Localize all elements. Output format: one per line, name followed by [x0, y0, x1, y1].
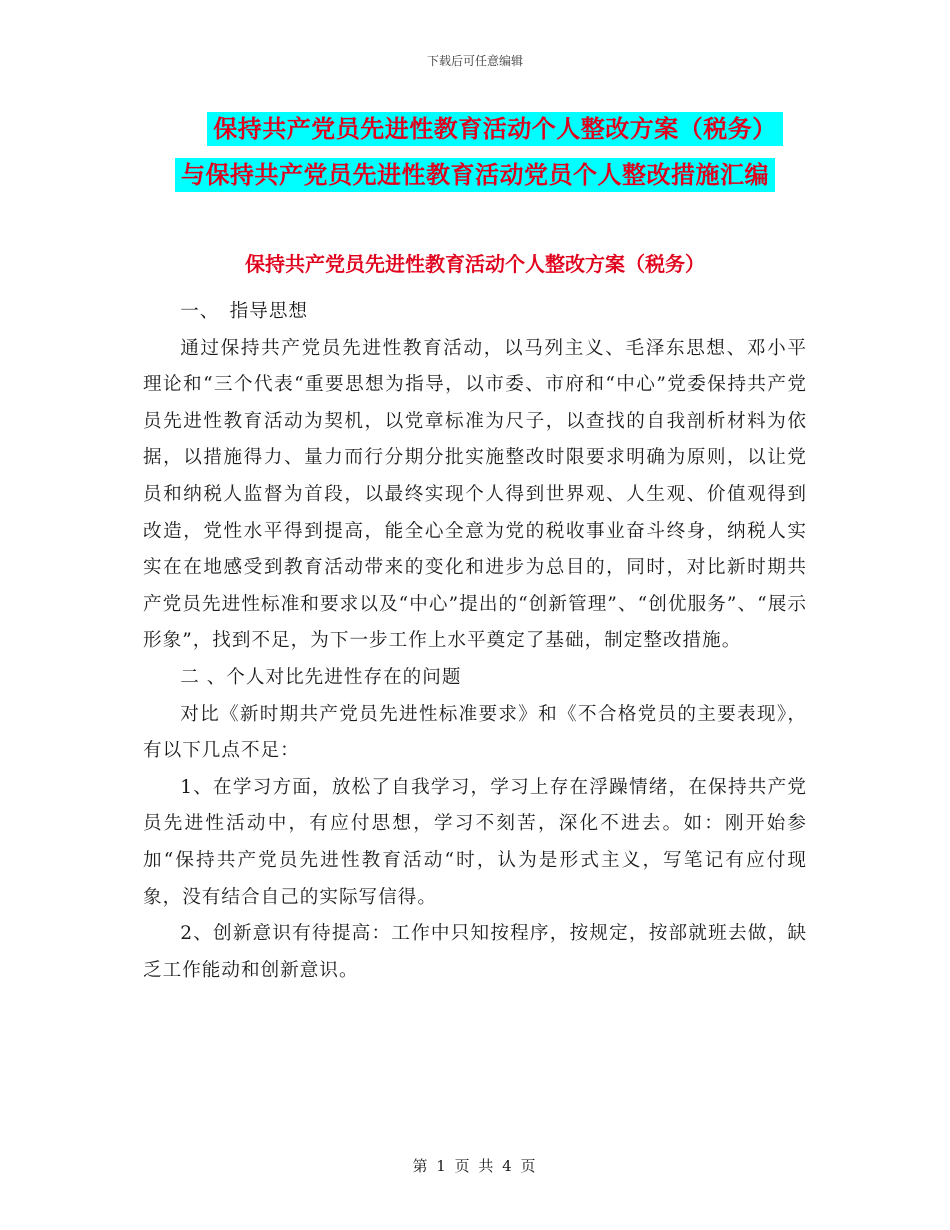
document-body — [143, 294, 807, 989]
title-line-1: 保持共产党员先进性教育活动个人整改方案（税务） — [207, 112, 783, 146]
heading-guiding-ideology: 一、 指导思想 — [180, 301, 309, 322]
paragraph: 对比《新时期共产党员先进性标准要求》和《不合格党员的主要表现》，有以下几点不足： — [143, 703, 807, 762]
section-title: 保持共产党员先进性教育活动个人整改方案（税务） — [245, 252, 705, 276]
title-line-2: 与保持共产党员先进性教育活动党员个人整改措施汇编 — [175, 158, 775, 192]
header-note: 下载后可任意编辑 — [426, 54, 523, 68]
paragraph: 通过保持共产党员先进性教育活动，以马列主义、毛泽东思想、邓小平理论和“三个代表“重要思想为指导，以市委、市府和“中心”党委保持共产党员先进性教育活动为契机，以党章标准为尺子，以查找的自我剖析材料为依据，以措施得力、量力而行分期分批实施整改时限要求明确为原则，以让党员和纳税人监督为首段，以最终实现个人得到世界观、人生观、价值观得到改造，党性水平得到提高，能全心全意为党的税收事业奋斗终身，纳税人实实在在地感受到教育活动带来的变化和进步为总目的，同时，对比新时期共产党员先进性标准和要求以及“中心”提出的“创新管理”、“创优服务”、“展示形象”，找到不足，为下一步工作上水平奠定了基础，制定整改措施。 — [143, 337, 807, 652]
paragraph: 2、创新意识有待提高：工作中只知按程序，按规定，按部就班去做，缺乏工作能动和创新意识。 — [143, 923, 807, 981]
page-footer: 第 1 页 共 4 页 — [412, 1157, 538, 1175]
heading-problems: 二 、个人对比先进性存在的问题 — [180, 666, 462, 688]
paragraph: 1、在学习方面，放松了自我学习，学习上存在浮躁情绪，在保持共产党员先进性活动中，有应付思想，学习不刻苦，深化不进去。如：刚开始参加“保持共产党员先进性教育活动“时，认为是形式主义，写笔记有应付现象，没有结合自己的实际写信得。 — [143, 776, 807, 908]
document-title — [0, 112, 950, 192]
